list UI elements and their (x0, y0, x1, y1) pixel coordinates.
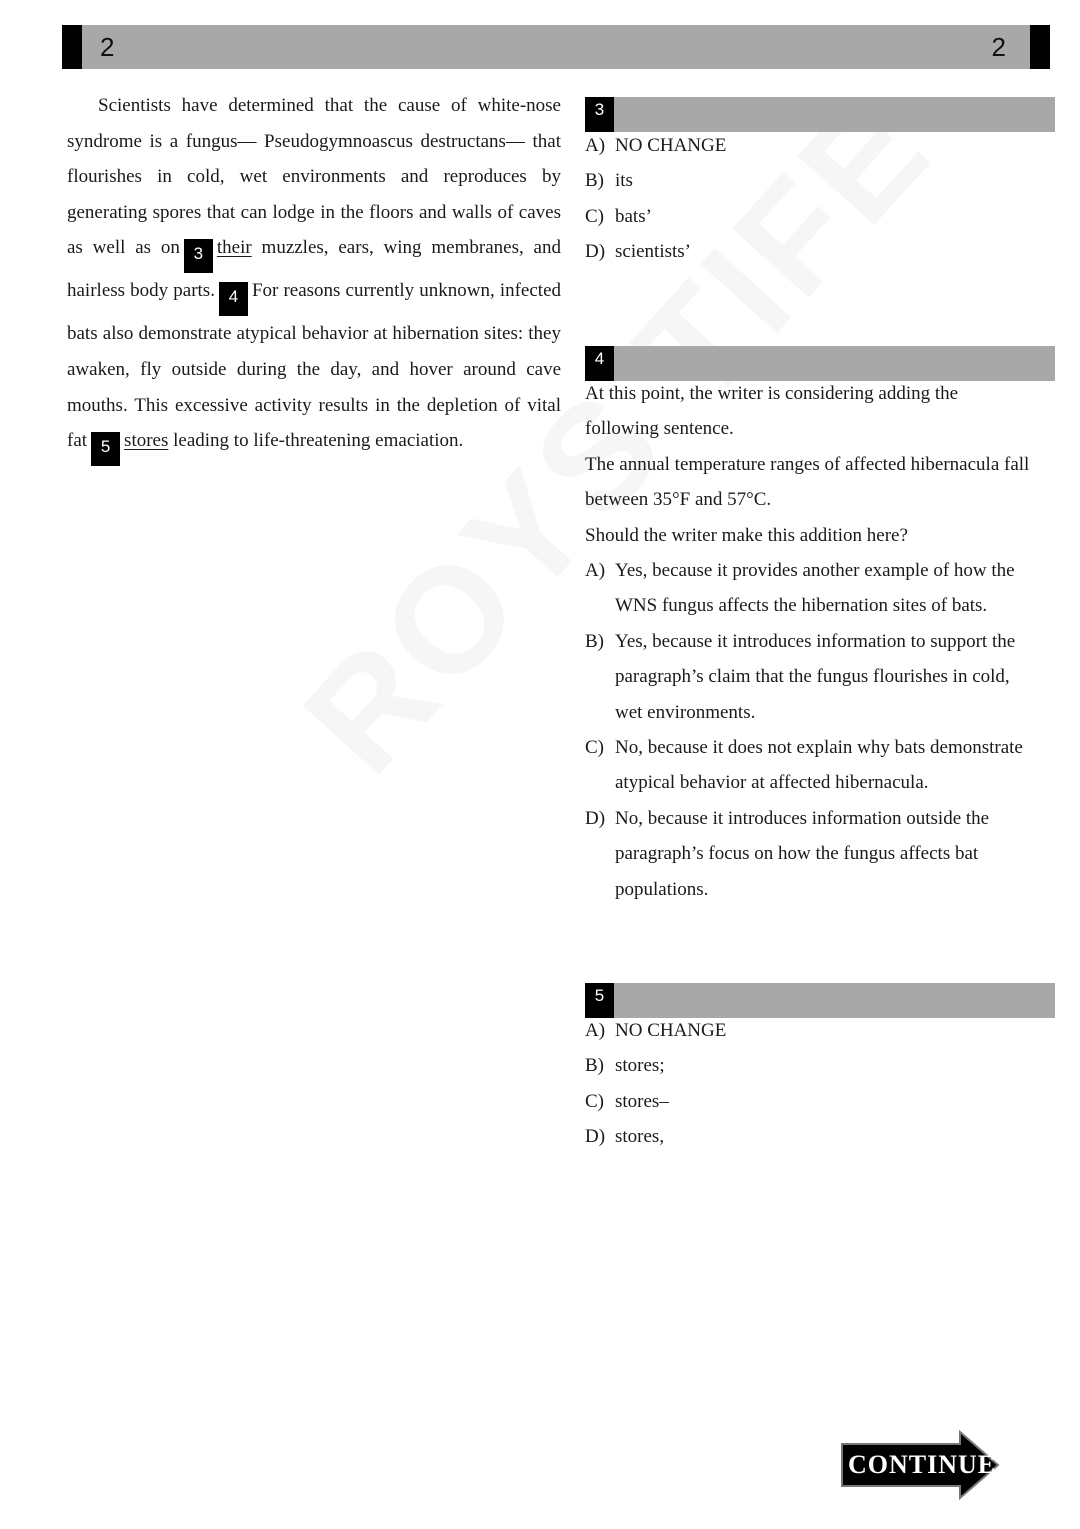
option-text: NO CHANGE (615, 135, 727, 156)
option-5c[interactable] (585, 1084, 1055, 1119)
option-3d[interactable] (585, 234, 1055, 269)
option-letter: C) (585, 737, 604, 759)
question-ref-4[interactable]: 4 (219, 282, 248, 316)
passage-text: Scientists have determined that the cause of white-nose syndrome is a fungus— Pseudogymnoascus destructans— that flourishes in cold, wet environments and reproduces by generating spores that can lodge in the floors and walls of caves as well as on (67, 95, 561, 259)
option-letter: D) (585, 807, 606, 829)
question-4-content (585, 376, 1055, 907)
option-letter: C) (585, 1090, 604, 1112)
option-text: scientists’ (615, 241, 691, 263)
section-header-bar (62, 25, 1050, 69)
question-4-stem-line: following sentence. (585, 418, 734, 440)
option-4b[interactable] (585, 624, 1055, 730)
question-4-quote-line: between 35°F and 57°C. (585, 489, 772, 511)
section-number-right: 2 (991, 32, 1006, 62)
continue-label: CONTINUE (848, 1450, 997, 1479)
underlined-their: their (216, 237, 252, 259)
option-3a[interactable] (585, 128, 1055, 163)
option-text: stores– (615, 1090, 669, 1112)
header-left-marker (62, 25, 82, 69)
question-3-header (585, 97, 1055, 132)
option-text: No, because it introduces information outside the paragraph’s focus on how the fungus affects bat populations. (615, 807, 990, 900)
option-5d[interactable] (585, 1119, 1055, 1154)
continue-arrow-icon (840, 1430, 1000, 1500)
option-text: stores, (615, 1126, 665, 1148)
option-letter: C) (585, 205, 604, 227)
option-text: its (615, 170, 633, 192)
question-5-options (585, 1013, 1055, 1155)
option-letter: D) (585, 241, 606, 263)
option-letter: A) (585, 560, 606, 582)
passage (67, 88, 561, 466)
passage-text: For reasons currently unknown, infected bats also demonstrate atypical behavior at hibernation sites: they awaken, fly outside during the day, and hover around cave mouths. This excessive activity results in the depletion of vital fat (67, 280, 561, 452)
question-4-prompt: Should the writer make this addition here? (585, 524, 908, 546)
option-4c[interactable] (585, 730, 1055, 801)
question-ref-5[interactable]: 5 (91, 432, 120, 466)
option-letter: D) (585, 1126, 606, 1148)
option-text: bats’ (615, 205, 652, 227)
underlined-stores: stores (124, 430, 169, 452)
option-4a[interactable] (585, 553, 1055, 624)
option-5a[interactable] (585, 1013, 1055, 1048)
option-letter: B) (585, 170, 604, 192)
section-number-left: 2 (100, 32, 115, 62)
question-ref-3[interactable]: 3 (184, 239, 213, 273)
passage-text: leading to life-threatening emaciation. (173, 430, 464, 452)
option-5b[interactable] (585, 1048, 1055, 1083)
passage-paragraph (67, 88, 561, 466)
question-4-quote-line: The annual temperature ranges of affected hibernacula fall (585, 453, 1030, 475)
header-right-marker (1030, 25, 1050, 69)
question-4-stem-line: At this point, the writer is considering adding the (585, 383, 959, 404)
option-4d[interactable] (585, 801, 1055, 907)
option-text: Yes, because it introduces information to support the paragraph’s claim that the fungus flourishes in cold, wet environments. (615, 630, 1016, 723)
passage-text: muzzles, ears, wing membranes, and hairless body parts. (67, 237, 561, 302)
option-text: NO CHANGE (615, 1020, 727, 1041)
option-text: stores; (615, 1055, 665, 1077)
option-letter: B) (585, 1055, 604, 1077)
question-3-options (585, 128, 1055, 270)
option-letter: A) (585, 1020, 606, 1041)
option-3c[interactable] (585, 199, 1055, 234)
option-letter: B) (585, 630, 604, 652)
option-letter: A) (585, 135, 606, 156)
question-4-number: 4 (585, 346, 614, 381)
continue-button[interactable] (840, 1430, 1000, 1500)
option-3b[interactable] (585, 163, 1055, 198)
question-3-number: 3 (585, 97, 614, 132)
option-text: No, because it does not explain why bats demonstrate atypical behavior at affected hibernacula. (615, 737, 1023, 794)
question-5-number: 5 (585, 983, 614, 1018)
option-text: Yes, because it provides another example of how the WNS fungus affects the hibernation sites of bats. (615, 560, 1015, 617)
